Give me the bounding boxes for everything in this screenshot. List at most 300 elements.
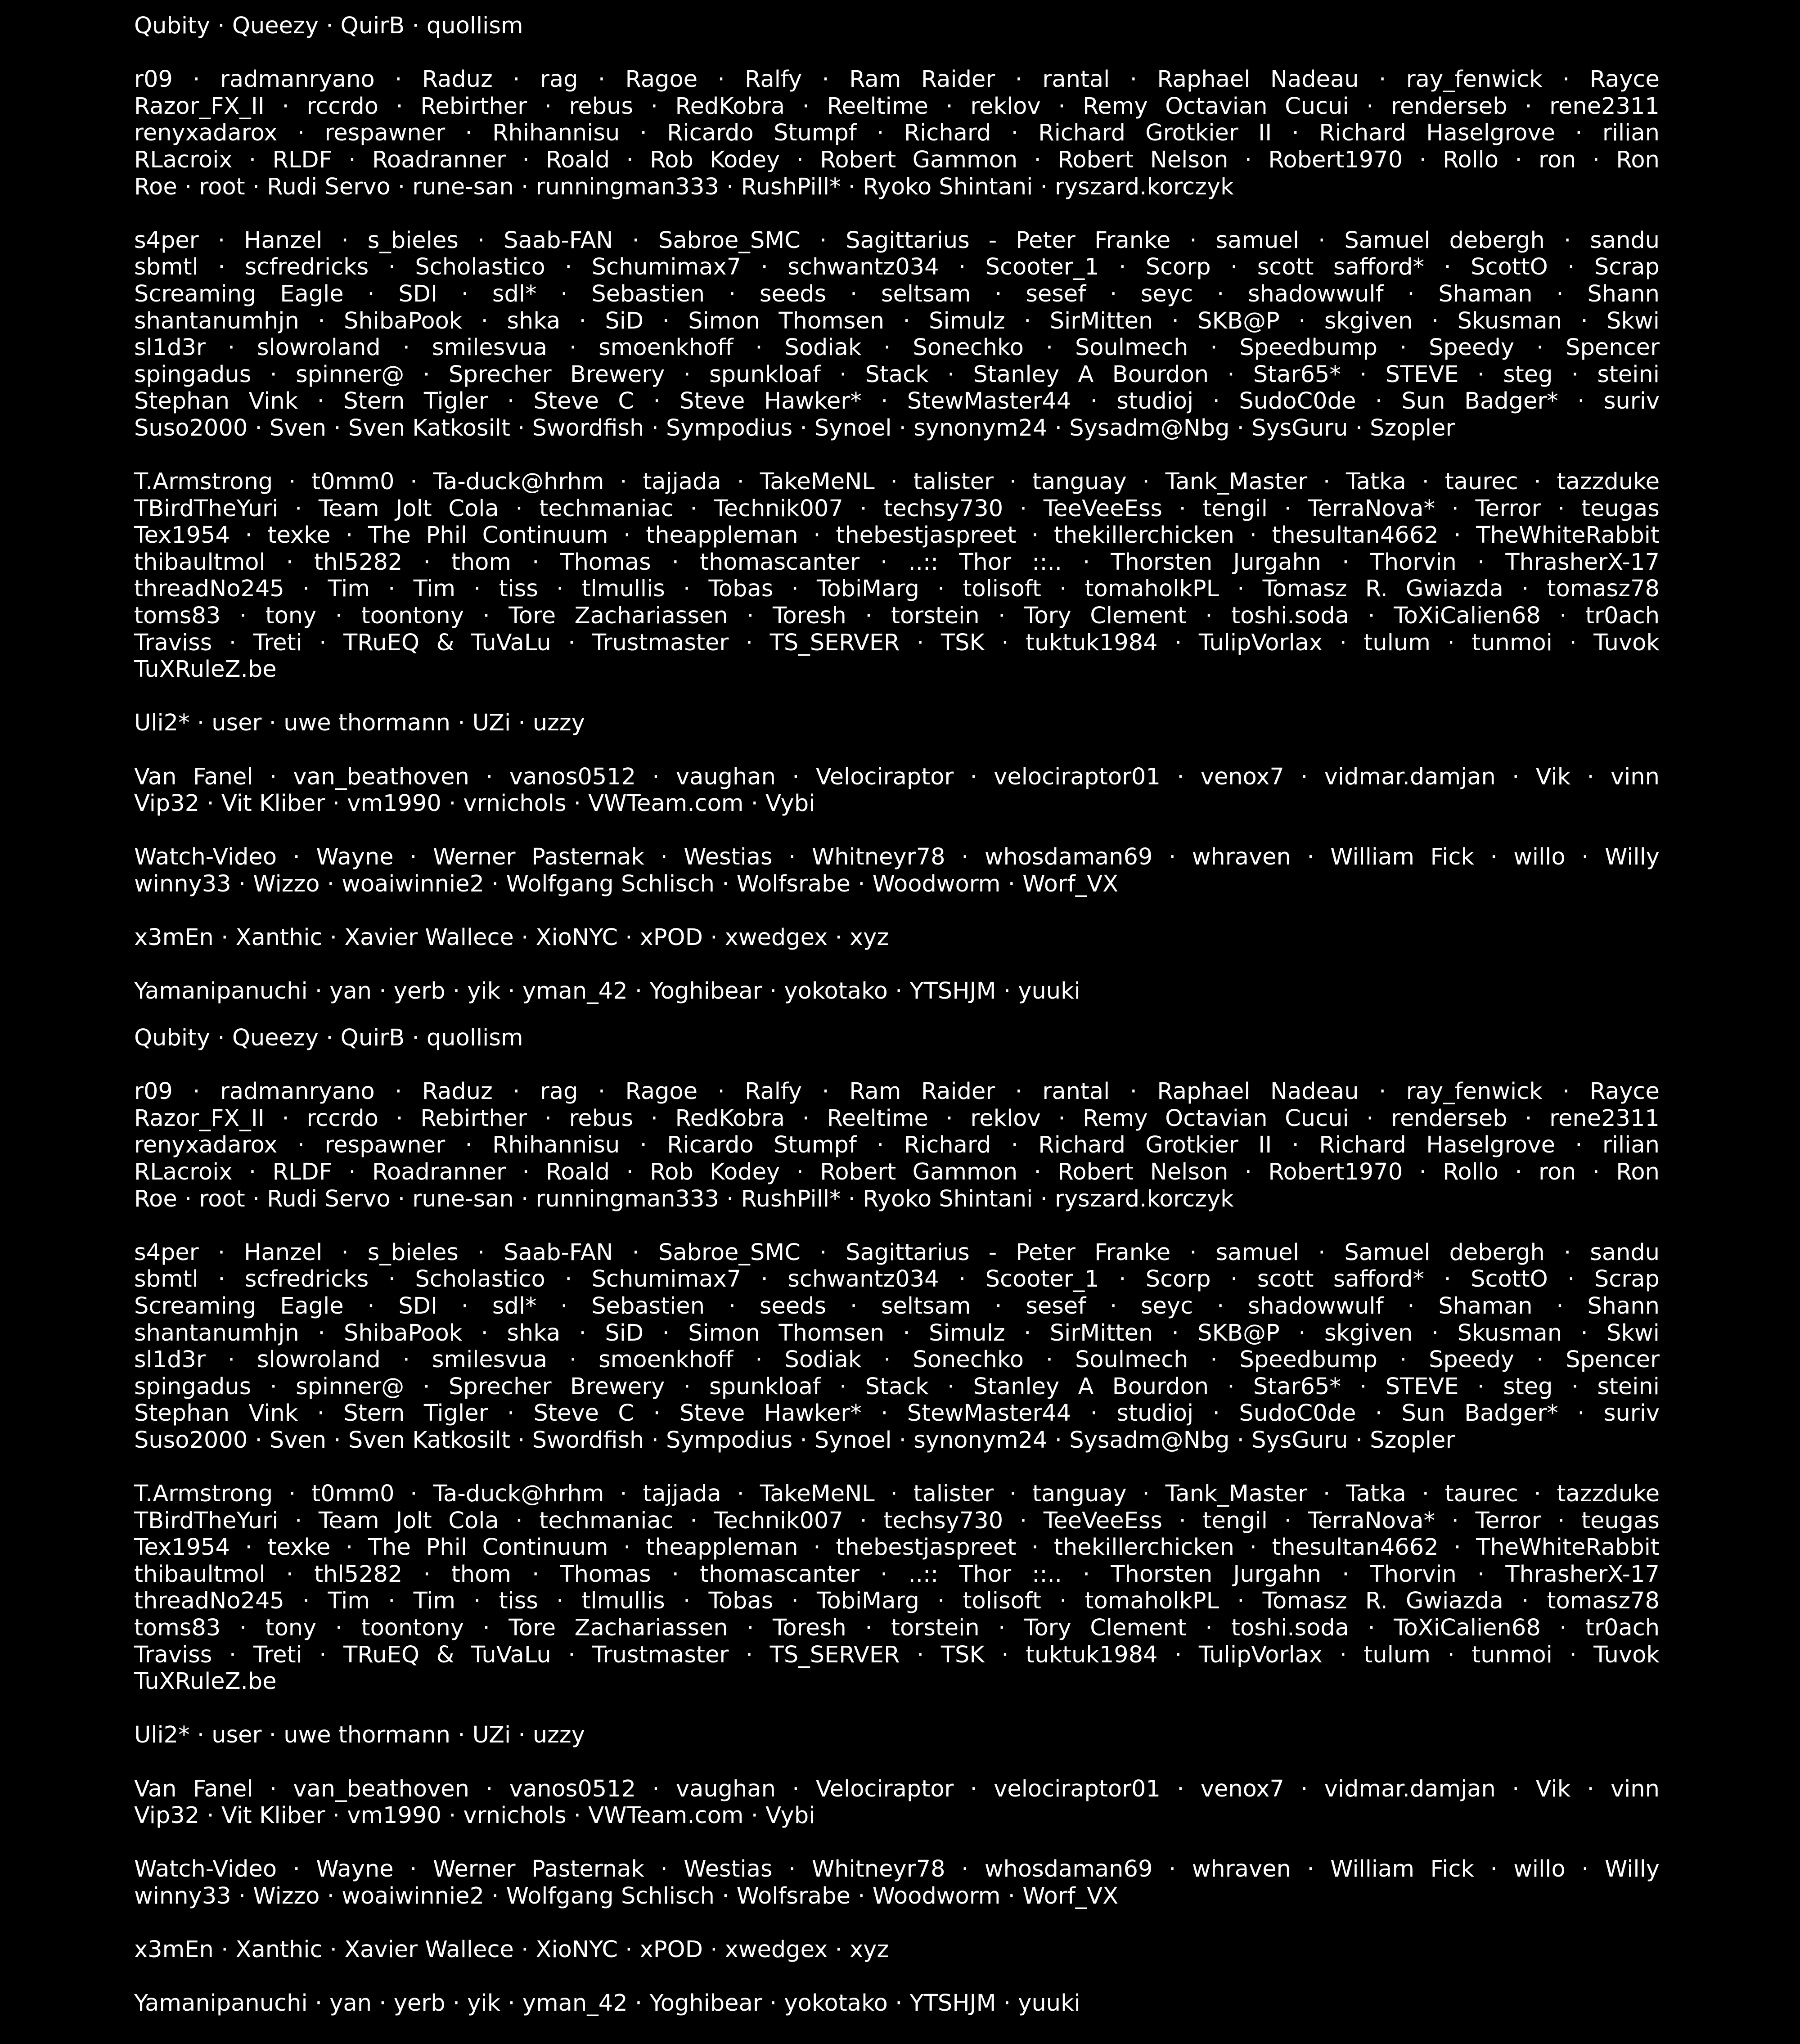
contributor-name: Richard <box>904 120 991 147</box>
separator-dot: · <box>1534 1481 1541 1508</box>
contributor-name: spinner@ <box>296 1373 405 1400</box>
contributor-name: Thorsten Jurgahn <box>1111 549 1322 576</box>
contributor-name: seeds <box>759 280 827 307</box>
separator-dot: · <box>568 1641 576 1668</box>
contributor-name: rccrdo <box>306 1105 378 1132</box>
contributor-name: spingadus <box>134 361 252 388</box>
contributor-name: yuuki <box>1018 1990 1080 2017</box>
contributor-name: Woodworm <box>872 1883 1001 1909</box>
separator-dot: · <box>341 227 349 254</box>
separator-dot: · <box>945 93 953 120</box>
separator-dot: · <box>1119 254 1126 281</box>
contributor-name: Toresh <box>772 1615 846 1642</box>
separator-dot: · <box>653 388 661 415</box>
separator-dot: · <box>292 1856 300 1883</box>
separator-dot: · <box>1379 66 1386 93</box>
separator-dot: · <box>423 1561 431 1588</box>
contributor-name: TRuEQ & TuVaLu <box>343 629 551 656</box>
contributor-name: Tomasz R. Gwiazda <box>1262 576 1503 603</box>
separator-dot: · <box>521 173 529 200</box>
separator-dot: · <box>1083 549 1090 576</box>
separator-dot: · <box>252 173 260 200</box>
contributor-name: Sodiak <box>784 334 862 361</box>
separator-dot: · <box>881 388 888 415</box>
separator-dot: · <box>899 414 906 441</box>
separator-dot: · <box>221 1936 229 1963</box>
contributor-name: Tore Zachariassen <box>508 603 728 630</box>
contributor-name: tunmoi <box>1472 629 1552 656</box>
contributor-name: Scorp <box>1145 254 1211 281</box>
contributor-name: Sebastien <box>591 280 705 307</box>
separator-dot: · <box>1244 1158 1252 1185</box>
separator-dot: · <box>877 120 884 147</box>
contributor-name: sl1d3r <box>134 334 206 361</box>
contributor-name: Ram Raider <box>849 1078 995 1105</box>
credits-section-w <box>134 844 1660 897</box>
contributor-name: rag <box>540 66 578 93</box>
contributor-name: Xanthic <box>235 924 323 951</box>
credits-section-q <box>134 1025 1660 1052</box>
contributor-name: xyz <box>849 1936 889 1963</box>
credits-line <box>134 764 1660 791</box>
separator-dot: · <box>465 120 472 147</box>
contributor-name: thl5282 <box>314 549 403 576</box>
contributor-name: Wolfsrabe <box>736 871 850 897</box>
contributor-name: sesef <box>1026 280 1086 307</box>
credits-line <box>134 1132 1660 1159</box>
contributor-name: Westias <box>684 844 773 871</box>
contributor-name: VWTeam.com <box>588 1802 744 1829</box>
credits-line <box>134 147 1660 174</box>
contributor-name: Sodiak <box>784 1346 862 1373</box>
credits-line <box>134 227 1660 254</box>
separator-dot: · <box>958 1266 966 1293</box>
separator-dot: · <box>1008 871 1015 897</box>
contributor-name: Ron <box>1616 1158 1660 1185</box>
credits-line <box>134 522 1660 549</box>
contributor-name: vaughan <box>675 1775 776 1802</box>
separator-dot: · <box>507 1400 515 1427</box>
contributor-name: Saab-FAN <box>504 1239 613 1266</box>
separator-dot: · <box>1431 307 1439 334</box>
separator-dot: · <box>486 1775 493 1802</box>
contributor-name: TS_SERVER <box>770 629 900 656</box>
separator-dot: · <box>388 254 396 281</box>
separator-dot: · <box>937 576 945 603</box>
separator-dot: · <box>452 978 460 1005</box>
contributor-name: XioNYC <box>536 1936 618 1963</box>
separator-dot: · <box>945 1105 953 1132</box>
contributor-name: vrnichols <box>463 1802 567 1829</box>
contributor-name: Velociraptor <box>815 1775 954 1802</box>
separator-dot: · <box>465 1132 472 1159</box>
contributor-name: vidmar.damjan <box>1324 1775 1496 1802</box>
contributor-name: vrnichols <box>463 790 567 817</box>
contributor-name: Stanley A Bourdon <box>973 361 1209 388</box>
separator-dot: · <box>1419 1158 1426 1185</box>
contributor-name: thom <box>451 1561 512 1588</box>
separator-dot: · <box>1512 763 1520 790</box>
separator-dot: · <box>449 1802 456 1829</box>
contributor-name: skgiven <box>1324 307 1413 334</box>
contributor-name: tlmullis <box>581 576 665 603</box>
credits-line <box>134 1883 1660 1910</box>
contributor-name: Xavier Wallece <box>344 1936 514 1963</box>
separator-dot: · <box>1174 629 1182 656</box>
separator-dot: · <box>319 1641 327 1668</box>
separator-dot: · <box>639 1132 647 1159</box>
separator-dot: · <box>1515 1158 1522 1185</box>
separator-dot: · <box>683 1373 691 1400</box>
contributor-name: Willy <box>1604 844 1660 871</box>
contributor-name: Sabroe_SMC <box>658 227 801 254</box>
credits-line <box>134 93 1660 120</box>
contributor-name: renyxadarox <box>134 120 278 147</box>
separator-dot: · <box>671 549 679 576</box>
credits-section-x <box>134 924 1660 951</box>
separator-dot: · <box>255 1427 262 1454</box>
separator-dot: · <box>1244 146 1252 173</box>
contributor-name: Velociraptor <box>815 763 954 790</box>
contributor-name: Sysadm@Nbg <box>1069 414 1230 441</box>
separator-dot: · <box>302 576 310 603</box>
contributor-name: Ragoe <box>625 66 698 93</box>
separator-dot: · <box>1142 468 1150 495</box>
separator-dot: · <box>197 710 205 737</box>
contributor-name: Sprecher Brewery <box>448 361 665 388</box>
credits-line <box>134 1642 1660 1669</box>
contributor-name: Simulz <box>929 307 1005 334</box>
separator-dot: · <box>895 1990 903 2017</box>
separator-dot: · <box>1015 1078 1022 1105</box>
contributor-name: Thorvin <box>1370 1561 1457 1588</box>
separator-dot: · <box>1024 307 1031 334</box>
contributor-name: rune-san <box>412 1185 514 1212</box>
separator-dot: · <box>620 468 627 495</box>
separator-dot: · <box>1003 1990 1011 2017</box>
separator-dot: · <box>1227 361 1235 388</box>
separator-dot: · <box>1587 763 1594 790</box>
separator-dot: · <box>880 1561 888 1588</box>
contributor-name: RLacroix <box>134 1158 233 1185</box>
contributor-name: yokotako <box>784 1990 888 2017</box>
separator-dot: · <box>728 1292 736 1319</box>
contributor-name: vinn <box>1610 763 1660 790</box>
separator-dot: · <box>1168 844 1176 871</box>
contributor-name: yan <box>329 1990 372 2017</box>
contributor-name: woaiwinnie2 <box>342 1883 484 1909</box>
separator-dot: · <box>1216 280 1224 307</box>
separator-dot: · <box>1407 1292 1415 1319</box>
contributor-name: Simulz <box>929 1319 1005 1346</box>
contributor-name: taurec <box>1444 1481 1518 1508</box>
contributor-name: scott safford* <box>1257 254 1425 281</box>
separator-dot: · <box>1355 1427 1363 1454</box>
contributor-name: s4per <box>134 1239 199 1266</box>
contributor-name: Stack <box>865 1373 929 1400</box>
separator-dot: · <box>1571 361 1579 388</box>
separator-dot: · <box>650 93 658 120</box>
separator-dot: · <box>515 495 523 522</box>
separator-dot: · <box>269 1775 277 1802</box>
contributor-name: Robert1970 <box>1268 1158 1403 1185</box>
contributor-name: TakeMeNL <box>760 468 875 495</box>
contributor-name: toshi.soda <box>1231 1615 1349 1642</box>
contributor-name: Rayce <box>1589 1078 1660 1105</box>
credits-section-w <box>134 1856 1660 1909</box>
separator-dot: · <box>620 1481 627 1508</box>
contributor-name: Richard <box>904 1132 991 1159</box>
separator-dot: · <box>1205 603 1213 630</box>
contributor-name: schwantz034 <box>788 254 939 281</box>
contributor-name: smoenkhoff <box>598 334 734 361</box>
contributor-name: Simon Thomsen <box>688 307 885 334</box>
contributor-name: uwe thormann <box>284 710 450 737</box>
credits-line <box>134 334 1660 361</box>
separator-dot: · <box>193 66 200 93</box>
contributor-name: spingadus <box>134 1373 252 1400</box>
credits-line <box>134 1186 1660 1213</box>
separator-dot: · <box>652 1775 660 1802</box>
contributor-name: sandu <box>1590 1239 1660 1266</box>
separator-dot: · <box>521 924 529 951</box>
contributor-name: Remy Octavian Cucui <box>1083 1105 1349 1132</box>
contributor-name: Tobas <box>708 576 774 603</box>
separator-dot: · <box>282 93 289 120</box>
contributor-name: ron <box>1538 1158 1576 1185</box>
contributor-name: Hanzel <box>244 227 323 254</box>
separator-dot: · <box>835 1936 842 1963</box>
contributor-name: The Phil Continuum <box>368 522 608 549</box>
separator-dot: · <box>848 1185 855 1212</box>
separator-dot: · <box>625 924 633 951</box>
separator-dot: · <box>755 334 763 361</box>
contributor-name: Wolfsrabe <box>736 1883 850 1909</box>
separator-dot: · <box>1359 1373 1367 1400</box>
contributor-name: scott safford* <box>1257 1266 1425 1293</box>
separator-dot: · <box>346 1534 353 1561</box>
credits-section-t <box>134 1481 1660 1695</box>
separator-dot: · <box>239 1615 247 1642</box>
separator-dot: · <box>239 603 247 630</box>
separator-dot: · <box>1323 1481 1331 1508</box>
contributor-name: thekillerchicken <box>1053 522 1234 549</box>
contributor-name: TeeVeeEss <box>1043 495 1163 522</box>
contributor-name: Thorsten Jurgahn <box>1111 1561 1322 1588</box>
contributor-name: Speedbump <box>1239 1346 1378 1373</box>
separator-dot: · <box>286 549 293 576</box>
credits-section-r <box>134 66 1660 200</box>
contributor-name: yman_42 <box>522 978 628 1005</box>
separator-dot: · <box>722 1883 729 1909</box>
contributor-name: slowroland <box>256 334 381 361</box>
contributor-name: Robert Gammon <box>820 1158 1018 1185</box>
credits-copy <box>134 1025 1660 2044</box>
separator-dot: · <box>1359 361 1367 388</box>
separator-dot: · <box>895 978 903 1005</box>
contributor-name: Roe <box>134 173 177 200</box>
separator-dot: · <box>282 1105 289 1132</box>
contributor-name: tolisoft <box>963 1588 1041 1615</box>
separator-dot: · <box>1130 66 1137 93</box>
contributor-name: Stern Tigler <box>343 388 488 415</box>
separator-dot: · <box>332 1802 340 1829</box>
separator-dot: · <box>1237 576 1245 603</box>
contributor-name: Synoel <box>814 414 892 441</box>
contributor-name: sl1d3r <box>134 1346 206 1373</box>
contributor-name: Tatka <box>1346 468 1406 495</box>
contributor-name: synonym24 <box>914 414 1048 441</box>
contributor-name: toontony <box>361 1615 464 1642</box>
credits-copy <box>134 13 1660 1032</box>
contributor-name: RLacroix <box>134 146 233 173</box>
separator-dot: · <box>1567 254 1575 281</box>
contributor-name: RushPill* <box>741 1185 841 1212</box>
separator-dot: · <box>207 790 214 817</box>
separator-dot: · <box>1368 603 1375 630</box>
separator-dot: · <box>1054 1427 1062 1454</box>
separator-dot: · <box>412 13 419 39</box>
separator-dot: · <box>717 1078 725 1105</box>
contributor-name: thomascanter <box>700 549 860 576</box>
contributor-name: Tank_Master <box>1165 1481 1308 1508</box>
contributor-name: suriv <box>1603 1400 1660 1427</box>
separator-dot: · <box>1571 1373 1579 1400</box>
separator-dot: · <box>518 1722 526 1749</box>
separator-dot: · <box>626 146 634 173</box>
separator-dot: · <box>1034 1158 1041 1185</box>
separator-dot: · <box>1009 1481 1017 1508</box>
contributor-name: Ryoko Shintani <box>863 173 1033 200</box>
contributor-name: Suso2000 <box>134 414 248 441</box>
separator-dot: · <box>850 280 858 307</box>
separator-dot: · <box>477 1239 485 1266</box>
separator-dot: · <box>395 66 402 93</box>
contributor-name: r09 <box>134 66 173 93</box>
separator-dot: · <box>1575 120 1583 147</box>
separator-dot: · <box>248 1158 256 1185</box>
contributor-name: Ta-duck@hrhm <box>433 468 604 495</box>
separator-dot: · <box>998 603 1006 630</box>
separator-dot: · <box>839 1373 847 1400</box>
contributor-name: whosdaman69 <box>984 1856 1153 1883</box>
credits-section-x <box>134 1936 1660 1963</box>
contributor-name: TobiMarg <box>816 1588 919 1615</box>
separator-dot: · <box>255 414 262 441</box>
contributor-name: TSK <box>940 629 985 656</box>
separator-dot: · <box>1292 120 1299 147</box>
contributor-name: Xanthic <box>235 1936 323 1963</box>
contributor-name: velociraptor01 <box>994 1775 1161 1802</box>
contributor-name: spinner@ <box>296 361 405 388</box>
contributor-name: Sven Katkosilt <box>348 1427 510 1454</box>
contributor-name: Tobas <box>708 1588 774 1615</box>
separator-dot: · <box>1216 1292 1224 1319</box>
contributor-name: Shaman <box>1438 280 1533 307</box>
separator-dot: · <box>565 254 572 281</box>
contributor-name: Rhihannisu <box>492 120 620 147</box>
contributor-name: Suso2000 <box>134 1427 248 1454</box>
contributor-name: Reeltime <box>827 1105 928 1132</box>
separator-dot: · <box>683 1588 691 1615</box>
contributor-name: Team Jolt Cola <box>318 495 499 522</box>
separator-dot: · <box>958 254 966 281</box>
contributor-name: Ralfy <box>745 1078 802 1105</box>
contributor-name: Steve C <box>533 388 634 415</box>
contributor-name: UZi <box>472 710 511 737</box>
separator-dot: · <box>1536 334 1544 361</box>
separator-dot: · <box>751 1802 758 1829</box>
separator-dot: · <box>318 1319 325 1346</box>
separator-dot: · <box>288 468 296 495</box>
separator-dot: · <box>461 1292 469 1319</box>
contributor-name: RushPill* <box>741 173 841 200</box>
separator-dot: · <box>458 710 465 737</box>
separator-dot: · <box>1318 1239 1326 1266</box>
contributor-name: Robert Nelson <box>1058 146 1228 173</box>
separator-dot: · <box>1059 1588 1067 1615</box>
separator-dot: · <box>396 93 403 120</box>
separator-dot: · <box>651 414 659 441</box>
separator-dot: · <box>710 1936 718 1963</box>
credits-line <box>134 603 1660 630</box>
credits-line <box>134 66 1660 93</box>
contributor-name: QuirB <box>340 13 405 39</box>
separator-dot: · <box>755 1346 763 1373</box>
contributor-name: texke <box>267 1534 331 1561</box>
separator-dot: · <box>522 146 530 173</box>
contributor-name: Speedy <box>1429 334 1515 361</box>
separator-dot: · <box>229 629 237 656</box>
contributor-name: StewMaster44 <box>907 1400 1071 1427</box>
separator-dot: · <box>1355 414 1363 441</box>
separator-dot: · <box>1559 603 1567 630</box>
contributor-name: taurec <box>1444 468 1518 495</box>
separator-dot: · <box>598 66 606 93</box>
contributor-name: toms83 <box>134 603 221 630</box>
separator-dot: · <box>1171 307 1179 334</box>
separator-dot: · <box>970 763 977 790</box>
separator-dot: · <box>751 790 758 817</box>
contributor-name: steini <box>1597 361 1660 388</box>
separator-dot: · <box>822 1078 829 1105</box>
separator-dot: · <box>1090 1400 1098 1427</box>
contributor-name: venox7 <box>1200 763 1284 790</box>
contributor-name: Team Jolt Cola <box>318 1507 499 1534</box>
separator-dot: · <box>737 1481 744 1508</box>
credits-line <box>134 1561 1660 1588</box>
separator-dot: · <box>791 1588 799 1615</box>
contributor-name: Whitneyr78 <box>811 1856 945 1883</box>
contributor-name: Swordfish <box>532 1427 644 1454</box>
contributor-name: smoenkhoff <box>598 1346 734 1373</box>
contributor-name: Robert Gammon <box>820 146 1018 173</box>
separator-dot: · <box>513 1078 520 1105</box>
contributor-name: tajjada <box>643 1481 721 1508</box>
contributor-name: Schumimax7 <box>591 1266 742 1293</box>
contributor-name: Vybi <box>765 1802 815 1829</box>
separator-dot: · <box>1580 1319 1588 1346</box>
contributor-name: tajjada <box>643 468 721 495</box>
separator-dot: · <box>1171 1319 1179 1346</box>
separator-dot: · <box>747 603 754 630</box>
contributor-name: SKB@P <box>1197 307 1280 334</box>
contributor-name: Rhihannisu <box>492 1132 620 1159</box>
contributor-name: thomascanter <box>700 1561 860 1588</box>
separator-dot: · <box>473 1588 481 1615</box>
contributor-name: s_bieles <box>367 1239 459 1266</box>
contributor-name: thibaultmol <box>134 549 266 576</box>
